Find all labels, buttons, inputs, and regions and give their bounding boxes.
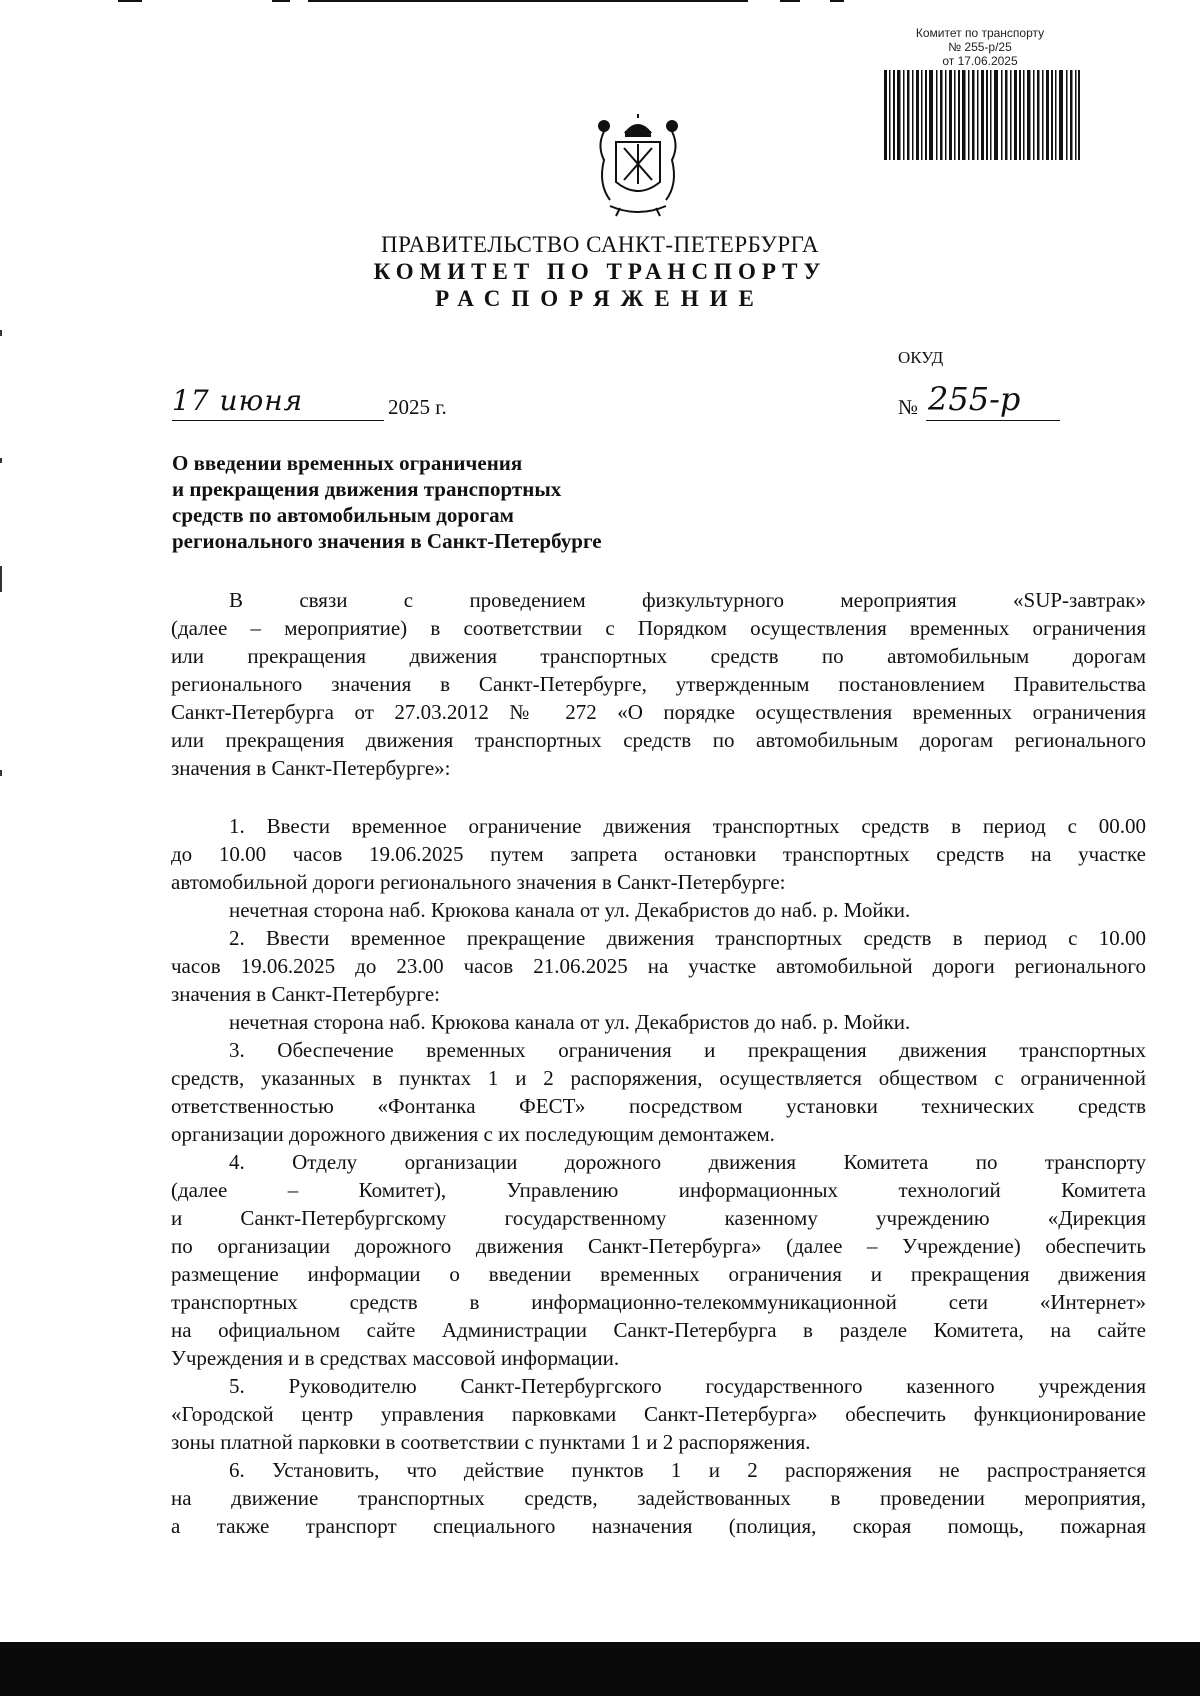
item-4-line: (далее – Комитет), Управлению информационных технологий Комитета (171, 1178, 1146, 1202)
text-line: регионального значения в Санкт-Петербурге, утвержденным постановлением Правительства (171, 672, 1146, 696)
item-4-line: транспортных средств в информационно-телекоммуникационной сети «Интернет» (171, 1290, 1146, 1314)
item-2-street: нечетная сторона наб. Крюкова канала от ул. Декабристов до наб. р. Мойки. (229, 1010, 911, 1034)
scan-artifact (272, 0, 290, 2)
okud-label: ОКУД (898, 348, 944, 367)
item-5-line: 5. Руководителю Санкт-Петербургского государственного казенного учреждения (229, 1374, 1146, 1398)
scan-artifact (780, 0, 800, 2)
barcode-icon (884, 70, 1080, 160)
scan-artifact (0, 770, 2, 776)
text-line: значения в Санкт-Петербурге»: (171, 756, 451, 780)
subject-line: средств по автомобильным дорогам (172, 503, 514, 527)
date-handwritten: 17 июня (172, 384, 304, 417)
item-1-street: нечетная сторона наб. Крюкова канала от ул. Декабристов до наб. р. Мойки. (229, 898, 911, 922)
item-1-line: до 10.00 часов 19.06.2025 путем запрета остановки транспортных средств на участке (171, 842, 1146, 866)
stamp-line-1: Комитет по транспорту (915, 26, 1045, 40)
subject-line: и прекращения движения транспортных (172, 477, 562, 501)
item-6-line: 6. Установить, что действие пунктов 1 и 2 распоряжения не распространяется (229, 1458, 1146, 1482)
scan-artifact (308, 0, 748, 2)
item-3-line: 3. Обеспечение временных ограничения и прекращения движения транспортных (229, 1038, 1146, 1062)
document-subject (172, 450, 602, 554)
text-line: В связи с проведением физкультурного мероприятия «SUP-завтрак» (229, 588, 1146, 612)
item-3-line: ответственностью «Фонтанка ФЕСТ» посредством установки технических средств (171, 1094, 1146, 1118)
item-3-line: организации дорожного движения с их последующим демонтажем. (171, 1122, 775, 1146)
document-type: РАСПОРЯЖЕНИЕ (435, 286, 765, 311)
text-line: (далее – мероприятие) в соответствии с Порядком осуществления временных ограничения (171, 616, 1146, 640)
item-2-line: 2. Ввести временное прекращение движения транспортных средств в период с 10.00 (229, 926, 1146, 950)
item-5-line: «Городской центр управления парковками Санкт-Петербурга» обеспечить функционирование (171, 1402, 1146, 1426)
subject-line: регионального значения в Санкт-Петербурге (172, 529, 602, 553)
scan-artifact (0, 458, 2, 463)
item-2-line: часов 19.06.2025 до 23.00 часов 21.06.2025 на участке автомобильной дороги регионального (171, 954, 1146, 978)
scan-artifact (0, 566, 2, 592)
item-4-line: 4. Отделу организации дорожного движения Комитета по транспорту (229, 1150, 1146, 1174)
stamp-line-3: от 17.06.2025 (942, 54, 1018, 68)
date-year: 2025 г. (388, 395, 447, 419)
item-4-line: Учреждения и в средствах массовой информации. (171, 1346, 620, 1370)
item-4-line: по организации дорожного движения Санкт-Петербурга» (далее – Учреждение) обеспечить (171, 1234, 1146, 1258)
scan-artifact (118, 0, 142, 2)
item-4-line: на официальном сайте Администрации Санкт-Петербурга в разделе Комитета, на сайте (171, 1318, 1146, 1342)
stamp-line-2: № 255-р/25 (948, 40, 1012, 54)
item-3-line: средств, указанных в пунктах 1 и 2 распоряжения, осуществляется обществом с ограниченной (171, 1066, 1146, 1090)
item-5-line: зоны платной парковки в соответствии с пунктами 1 и 2 распоряжения. (171, 1430, 811, 1454)
text-line: или прекращения движения транспортных средств по автомобильным дорогам регионального (171, 728, 1146, 752)
item-1-line: автомобильной дороги регионального значения в Санкт-Петербурге: (171, 870, 786, 894)
text-line: Санкт-Петербурга от 27.03.2012 № 272 «О порядке осуществления временных ограничения (171, 700, 1146, 724)
item-4-line: размещение информации о введении временных ограничения и прекращения движения (171, 1262, 1146, 1286)
items-block (171, 812, 1146, 1540)
number-handwritten: 255-р (928, 380, 1021, 418)
scan-artifact (0, 330, 2, 336)
item-6-line: на движение транспортных средств, задействованных в проведении мероприятия, (171, 1486, 1146, 1510)
text-line: или прекращения движения транспортных средств по автомобильным дорогам (171, 644, 1146, 668)
subject-line: О введении временных ограничения (172, 451, 523, 475)
item-4-line: и Санкт-Петербургскому государственному казенному учреждению «Дирекция (171, 1206, 1146, 1230)
preamble-paragraph (171, 586, 1146, 782)
item-2-line: значения в Санкт-Петербурге: (171, 982, 440, 1006)
scan-artifact (830, 0, 844, 2)
number-label: № (898, 395, 919, 419)
item-6-line: а также транспорт специального назначения (полиция, скорая помощь, пожарная (171, 1514, 1146, 1538)
registration-stamp (880, 26, 1080, 68)
coat-of-arms-icon (592, 114, 684, 222)
committee-title: КОМИТЕТ ПО ТРАНСПОРТУ (373, 259, 827, 284)
item-1-line: 1. Ввести временное ограничение движения транспортных средств в период с 00.00 (229, 814, 1146, 838)
government-title: ПРАВИТЕЛЬСТВО САНКТ-ПЕТЕРБУРГА (380, 232, 820, 257)
scan-bottom-band (0, 1642, 1200, 1696)
